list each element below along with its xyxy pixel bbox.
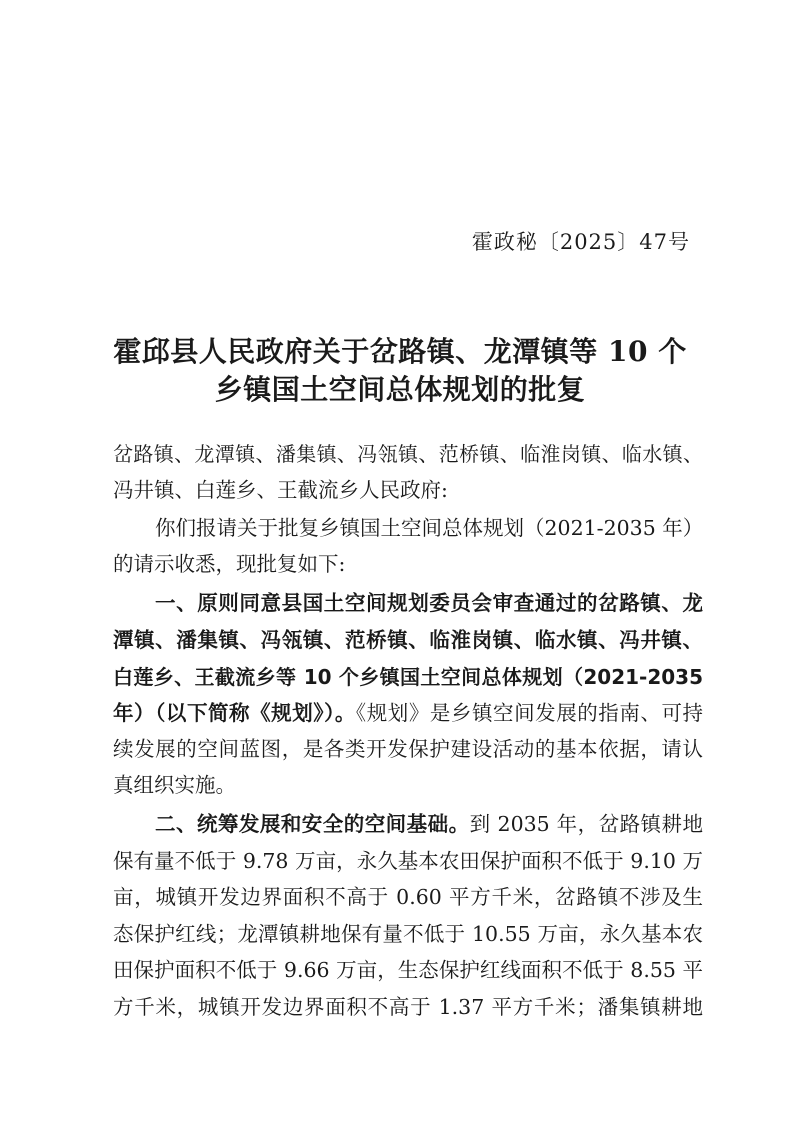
section1-line-2: 潭镇、潘集镇、冯瓴镇、范桥镇、临淮岗镇、临水镇、冯井镇、: [113, 628, 703, 652]
section2-line-6: 方千米，城镇开发边界面积不高于 1.37 平方千米；潘集镇耕地: [113, 995, 703, 1019]
section1-abbrev-bold: 年）（以下简称《规划》）。: [113, 701, 356, 725]
section2-heading-rest: 到 2035 年，岔路镇耕地: [469, 812, 704, 836]
document-title-line-1: 霍邱县人民政府关于岔路镇、龙潭镇等 10 个: [113, 335, 687, 368]
section1-line-3: 白莲乡、王截流乡等 10 个乡镇国土空间总体规划（2021-2035: [113, 665, 703, 689]
addressee-line-1: 岔路镇、龙潭镇、潘集镇、冯瓴镇、范桥镇、临淮岗镇、临水镇、: [113, 442, 703, 466]
section2-line-1: [155, 814, 703, 835]
section1-abbrev-normal: 《规划》是乡镇空间发展的指南、可持: [355, 701, 703, 725]
section1-line-5: 续发展的空间蓝图，是各类开发保护建设活动的基本依据，请认: [113, 737, 703, 761]
section2-line-2: 保有量不低于 9.78 万亩，永久基本农田保护面积不低于 9.10 万: [113, 849, 703, 873]
document-number: 霍政秘〔2025〕47号: [471, 230, 690, 254]
addressee-line-2: 冯井镇、白莲乡、王截流乡人民政府:: [113, 478, 448, 502]
section2-line-4: 态保护红线；龙潭镇耕地保有量不低于 10.55 万亩，永久基本农: [113, 922, 703, 946]
section1-line-6: 真组织实施。: [113, 773, 236, 797]
document-title-line-2: 乡镇国土空间总体规划的批复: [214, 373, 586, 406]
section2-line-5: 田保护面积不低于 9.66 万亩，生态保护红线面积不低于 8.55 平: [113, 958, 703, 982]
section1-line-4: [113, 703, 703, 724]
section2-line-3: 亩，城镇开发边界面积不高于 0.60 平方千米，岔路镇不涉及生: [113, 885, 703, 909]
section2-heading: 二、统筹发展和安全的空间基础。: [155, 812, 470, 836]
intro-line-2: 的请示收悉，现批复如下:: [113, 552, 346, 576]
section1-line-1: 一、原则同意县国土空间规划委员会审查通过的岔路镇、龙: [155, 591, 703, 615]
intro-line-1: 你们报请关于批复乡镇国土空间总体规划（2021-2035 年）: [155, 516, 704, 540]
